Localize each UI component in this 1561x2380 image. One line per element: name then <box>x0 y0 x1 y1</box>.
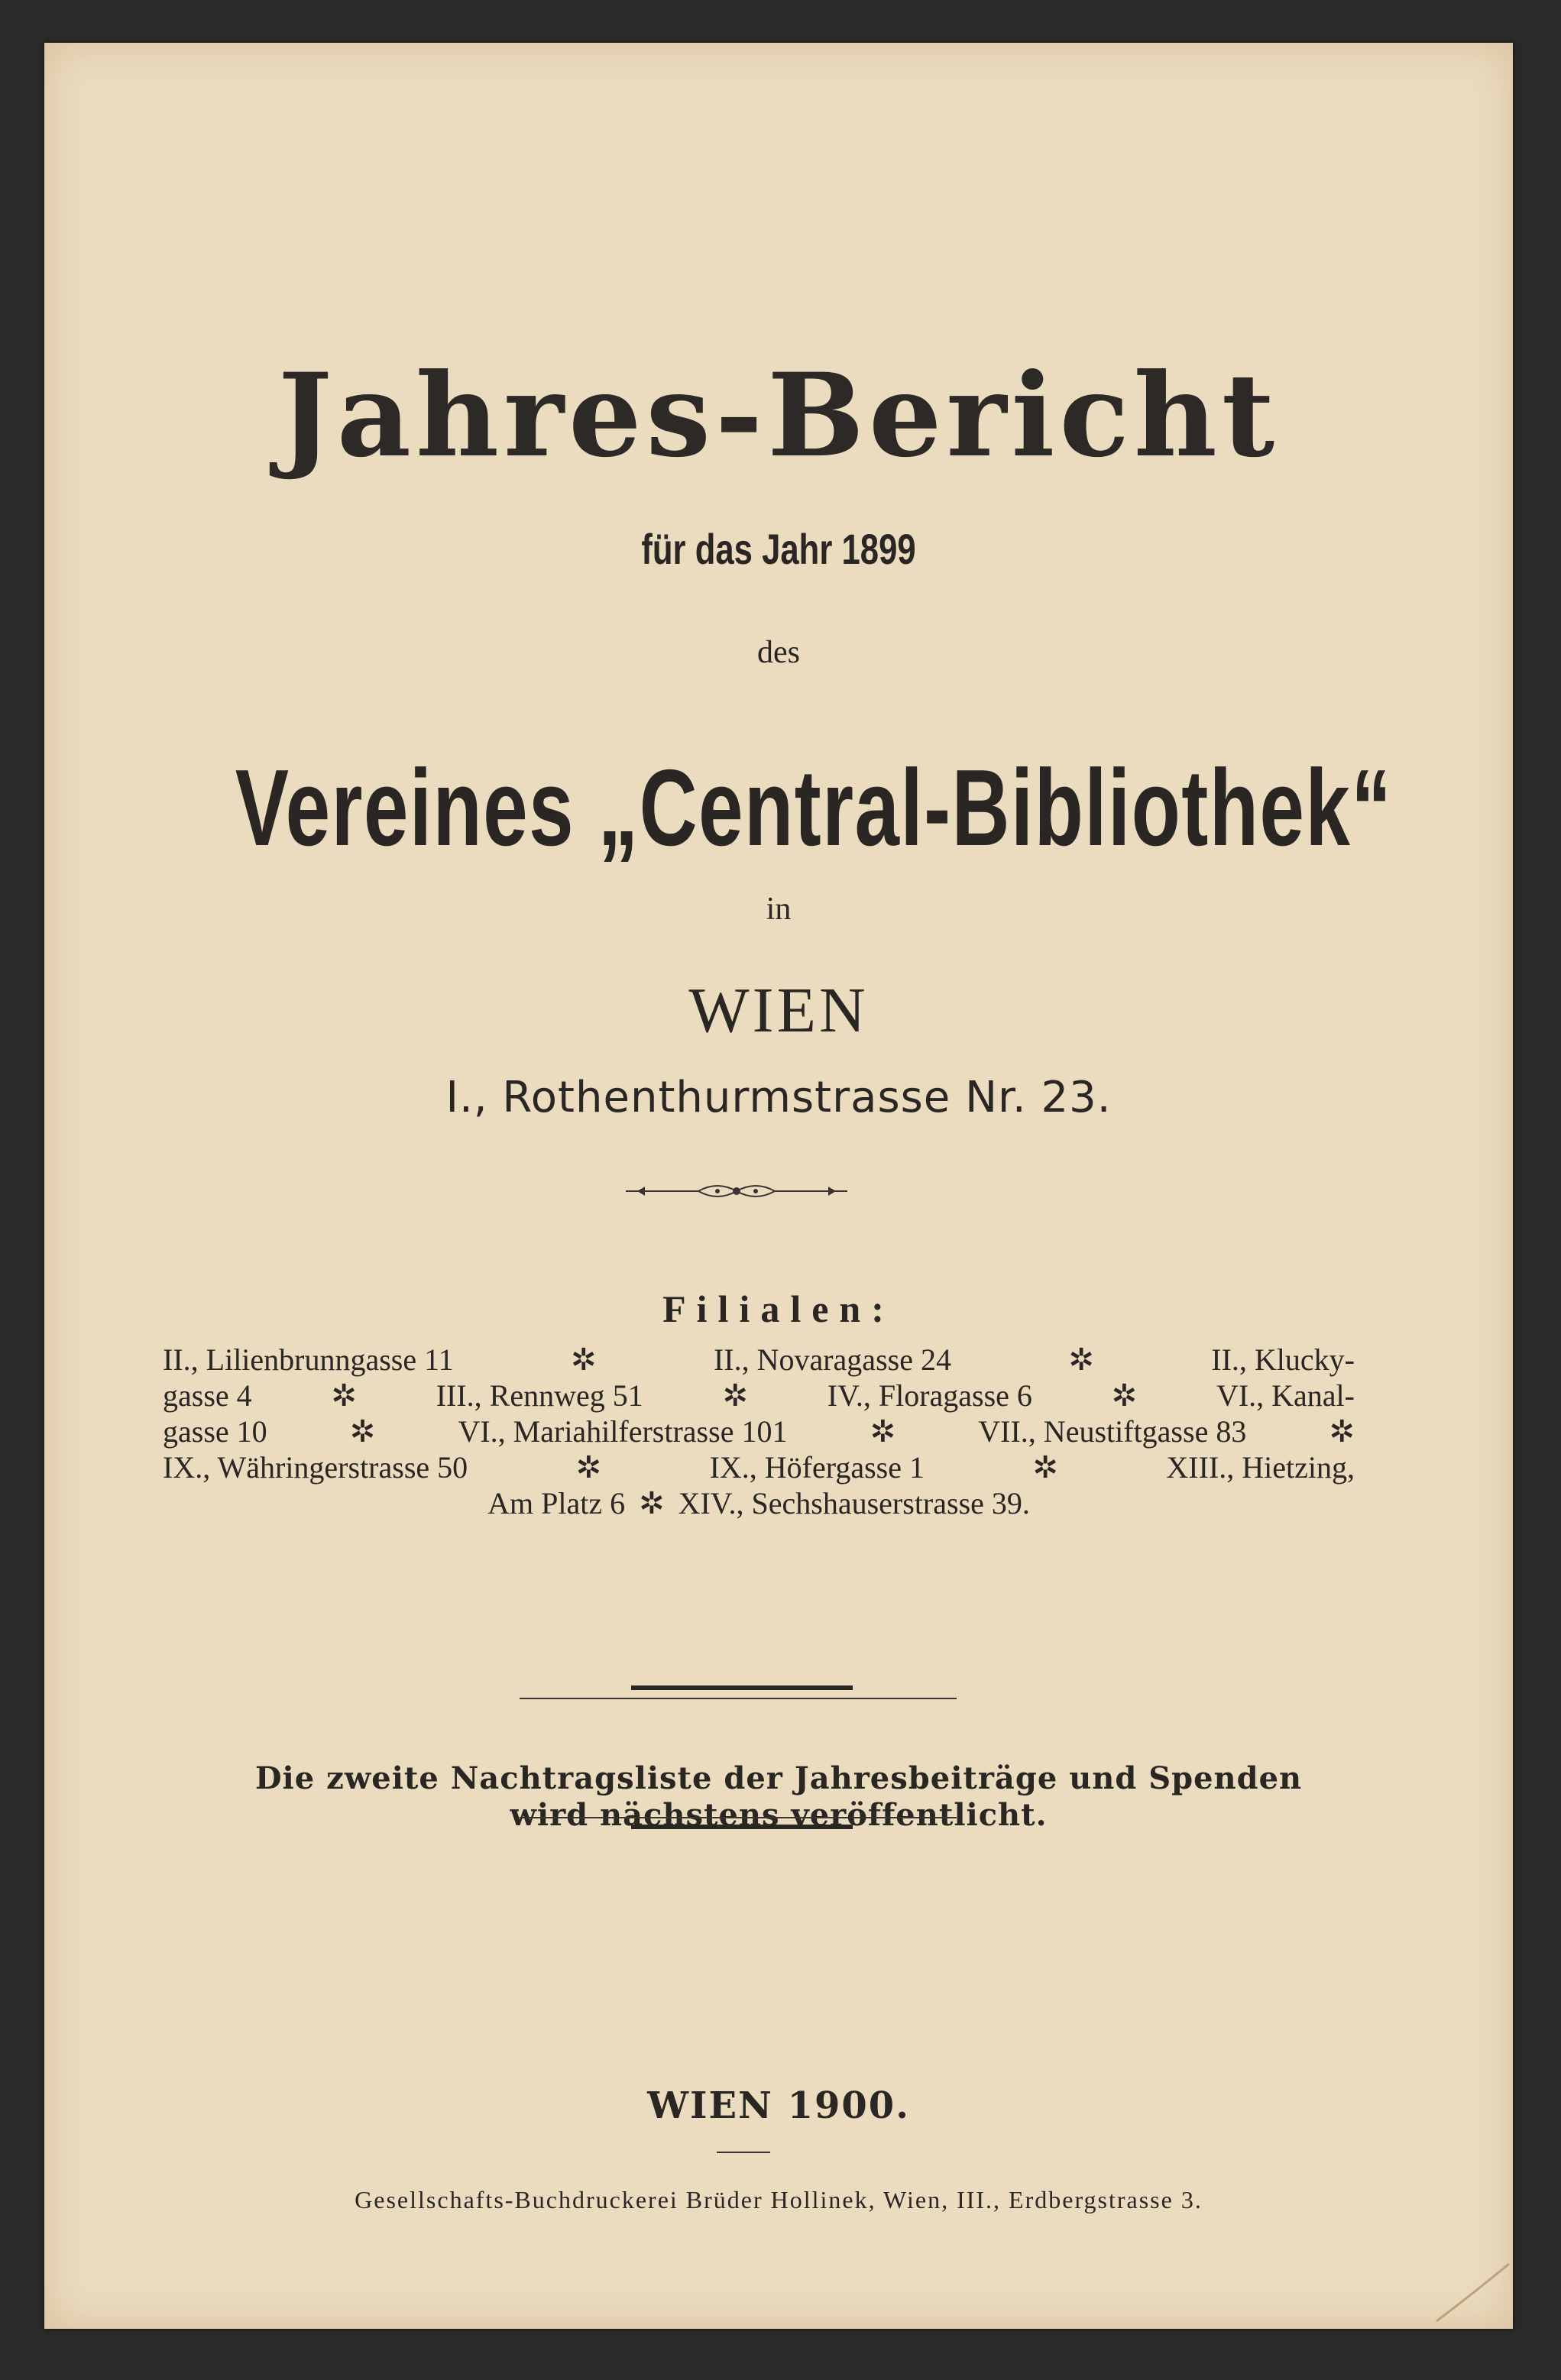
divider-line <box>520 1698 957 1699</box>
filialen-line <box>163 1342 1355 1378</box>
filiale: III., Rennweg 51 <box>436 1378 643 1413</box>
des-text: des <box>757 635 800 670</box>
document-page <box>44 43 1513 2329</box>
asterisk-icon: ✲ <box>1111 1378 1138 1413</box>
asterisk-icon: ✲ <box>331 1378 357 1413</box>
filiale: VII., Neustiftgasse 83 <box>978 1414 1247 1449</box>
asterisk-icon: ✲ <box>349 1414 376 1449</box>
filiale: II., Klucky- <box>1211 1342 1355 1377</box>
asterisk-icon: ✲ <box>1032 1450 1058 1485</box>
divider-line <box>717 2152 770 2153</box>
asterisk-icon: ✲ <box>1329 1414 1355 1449</box>
asterisk-icon: ✲ <box>639 1486 665 1520</box>
filiale: IV., Floragasse 6 <box>827 1378 1032 1413</box>
asterisk-icon: ✲ <box>1068 1342 1094 1377</box>
filiale: gasse 4 <box>163 1378 252 1413</box>
asterisk-icon: ✲ <box>870 1414 896 1449</box>
filialen-list <box>163 1342 1355 1521</box>
filiale: IX., Währingerstrasse 50 <box>163 1450 468 1485</box>
ornament-divider-icon <box>622 1180 851 1203</box>
filiale: VI., Mariahilferstrasse 101 <box>458 1414 788 1449</box>
filiale: XIII., Hietzing, <box>1166 1450 1355 1485</box>
filialen-line <box>163 1449 1355 1485</box>
notice-text <box>44 1760 1513 1834</box>
filialen-line <box>163 1378 1355 1413</box>
divider-line <box>631 1825 853 1829</box>
divider-line <box>520 1817 957 1818</box>
filiale: II., Lilienbrunngasse 11 <box>163 1342 454 1377</box>
filialen-heading: Filialen: <box>662 1287 895 1330</box>
filialen-line <box>163 1413 1355 1449</box>
city-name: WIEN <box>688 975 869 1046</box>
address: I., Rothenthurmstrasse Nr. 23. <box>445 1073 1112 1122</box>
asterisk-icon: ✲ <box>571 1342 597 1377</box>
asterisk-icon: ✲ <box>722 1378 749 1413</box>
filiale: XIV., Sechshauserstrasse 39. <box>678 1486 1030 1520</box>
notice-line: wird nächstens veröffentlicht. <box>510 1797 1048 1833</box>
year-line: für das Jahr 1899 <box>641 525 916 573</box>
in-text: in <box>766 892 792 927</box>
divider-line <box>631 1685 853 1690</box>
page-crease-icon <box>1421 2237 1513 2329</box>
filiale: II., Novaragasse 24 <box>713 1342 951 1377</box>
place-year: WIEN 1900. <box>647 2084 910 2127</box>
document-title: Jahres-Bericht <box>277 348 1280 483</box>
filiale: Am Platz 6 <box>487 1486 626 1520</box>
notice-line: Die zweite Nachtragsliste der Jahresbeiträge und Spenden <box>254 1760 1303 1796</box>
filiale: gasse 10 <box>163 1414 267 1449</box>
association-name: Vereines „Central-Bibliothek“ <box>235 747 1393 869</box>
printer-imprint: Gesellschafts-Buchdruckerei Brüder Hollinek, Wien, III., Erdbergstrasse 3. <box>355 2186 1203 2213</box>
asterisk-icon: ✲ <box>575 1450 602 1485</box>
filiale: IX., Höfergasse 1 <box>709 1450 925 1485</box>
filiale: VI., Kanal- <box>1216 1378 1355 1413</box>
filialen-line <box>163 1485 1355 1521</box>
